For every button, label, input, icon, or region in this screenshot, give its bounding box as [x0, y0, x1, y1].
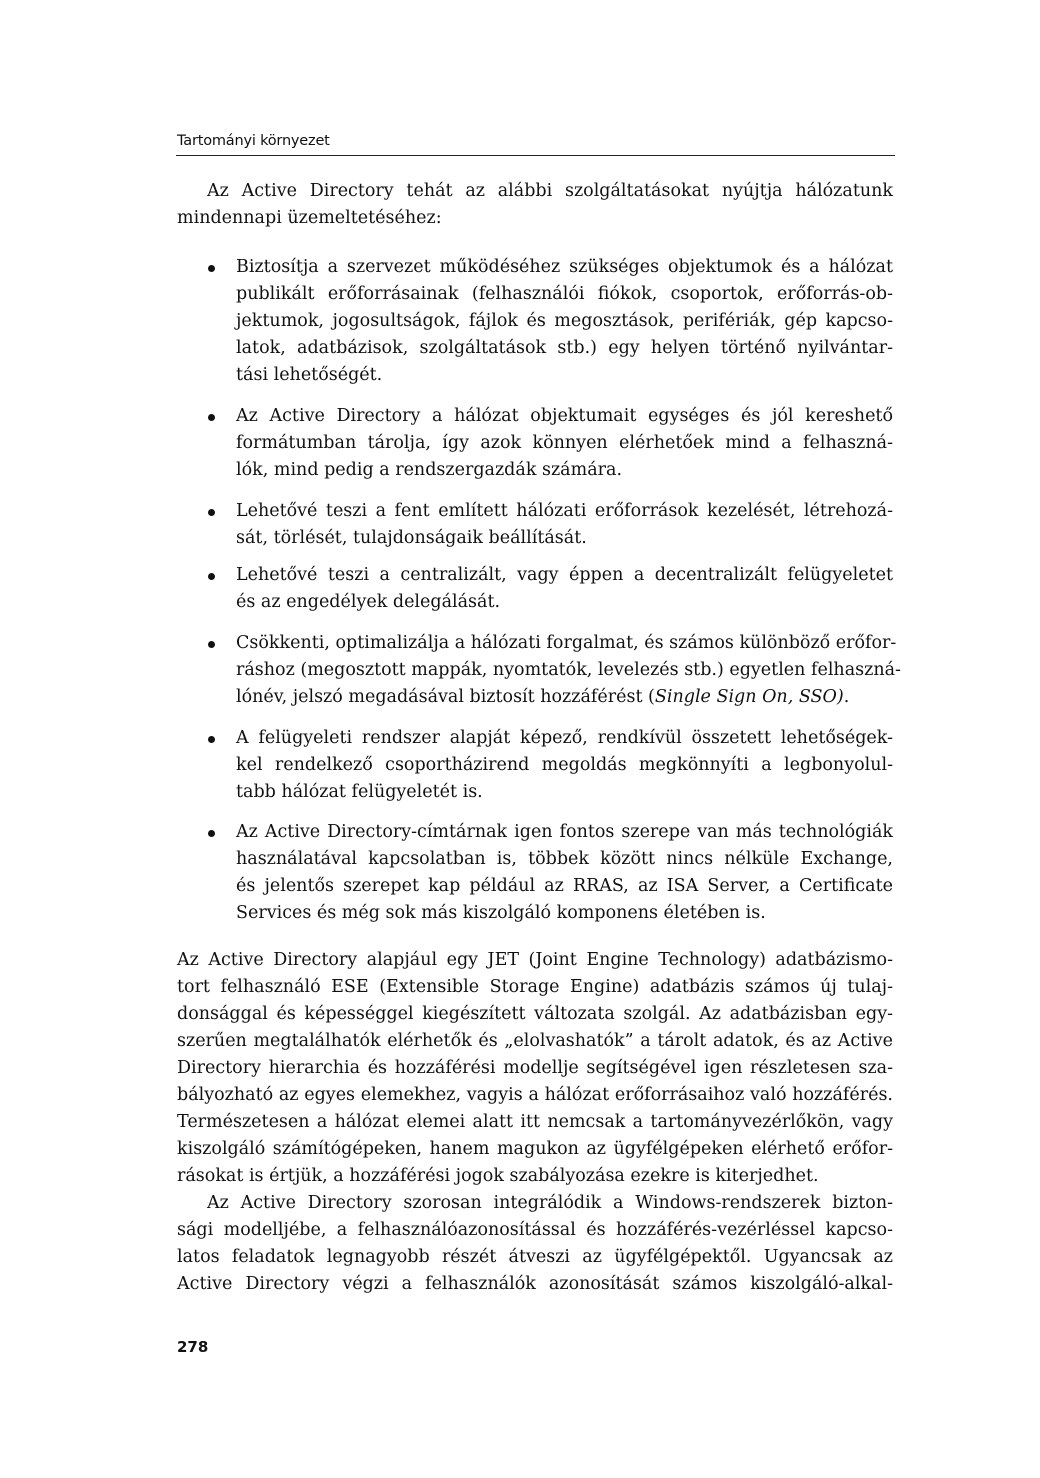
text-line: sági modelljébe, a felhasználóazonosítással és hozzáférés-vezérléssel kapcso- — [177, 1220, 893, 1240]
text-line: publikált erőforrásainak (felhasználói fiókok, csoportok, erőforrás-ob- — [236, 284, 893, 304]
text-line: tort felhasználó ESE (Extensible Storage Engine) adatbázis számos új tulaj- — [177, 977, 893, 997]
text-line: Biztosítja a szervezet működéséhez szükséges objektumok és a hálózat — [236, 257, 893, 277]
text-line: és jelentős szerepet kap például az RRAS, az ISA Server, a Certificate — [236, 876, 893, 896]
text-line: mindennapi üzemeltetéséhez: — [177, 208, 442, 228]
text-line: latok, adatbázisok, szolgáltatások stb.) egy helyen történő nyilvántar- — [236, 338, 893, 358]
italic-term: Single Sign On, SSO) — [654, 687, 844, 707]
text-line: tabb hálózat felügyeletét is. — [236, 782, 483, 802]
bullet-icon — [208, 573, 215, 580]
text-segment: lónév, jelszó megadásával biztosít hozzáférést ( — [236, 687, 655, 707]
text-line: Directory hierarchia és hozzáférési modellje segítségével igen részletesen sza- — [177, 1058, 893, 1078]
text-line: Az Active Directory-címtárnak igen fontos szerepe van más technológiák — [236, 822, 893, 842]
text-line: Active Directory végzi a felhasználók azonosítását számos kiszolgáló-alkal- — [177, 1274, 893, 1294]
text-line: Az Active Directory alapjául egy JET (Joint Engine Technology) adatbázismo- — [177, 950, 893, 970]
text-line: Az Active Directory szorosan integrálódik a Windows-rendszerek bizton- — [207, 1193, 893, 1213]
bullet-icon — [208, 736, 215, 743]
text-line: lók, mind pedig a rendszergazdák számára. — [236, 460, 623, 480]
text-line: donsággal és képességgel kiegészített változata szolgál. Az adatbázisban egy- — [177, 1004, 893, 1024]
text-line: latos feladatok legnagyobb részét átveszi az ügyfélgépektől. Ugyancsak az — [177, 1247, 893, 1267]
bullet-icon — [208, 265, 215, 272]
text-line: és az engedélyek delegálását. — [236, 592, 501, 612]
text-line: jektumok, jogosultságok, fájlok és megosztások, perifériák, gép kapcso- — [236, 311, 893, 331]
text-line: kiszolgáló számítógépeken, hanem magukon az ügyfélgépeken elérhető erőfor- — [177, 1139, 893, 1159]
text-line: formátumban tárolja, így azok könnyen elérhetőek mind a felhaszná- — [236, 433, 893, 453]
text-line: tási lehetőségét. — [236, 365, 383, 385]
text-line: használatával kapcsolatban is, többek között nincs nélküle Exchange, — [236, 849, 893, 869]
text-line: A felügyeleti rendszer alapját képező, rendkívül összetett lehetőségek- — [236, 728, 893, 748]
bullet-icon — [208, 414, 215, 421]
text-line: kel rendelkező csoportházirend megoldás megkönnyíti a legbonyolul- — [236, 755, 893, 775]
text-line: Services és még sok más kiszolgáló komponens életében is. — [236, 903, 766, 923]
text-line: Az Active Directory tehát az alábbi szolgáltatásokat nyújtja hálózatunk — [207, 181, 893, 201]
text-line: sát, törlését, tulajdonságaik beállítását. — [236, 528, 587, 548]
text-segment: . — [843, 687, 850, 707]
text-line: rásokat is értjük, a hozzáférési jogok szabályozása ezekre is kiterjedhet. — [177, 1166, 819, 1186]
bullet-icon — [208, 641, 215, 648]
text-line: szerűen megtalálhatók elérhetők és „elolvashatók” a tárolt adatok, és az Active — [177, 1031, 893, 1051]
text-line: ráshoz (megosztott mappák, nyomtatók, levelezés stb.) egyetlen felhaszná- — [236, 660, 901, 680]
text-line: Természetesen a hálózat elemei alatt itt nemcsak a tartományvezérlőkön, vagy — [177, 1112, 893, 1132]
text-line: Az Active Directory a hálózat objektumait egységes és jól kereshető — [236, 406, 893, 426]
text-line: bályozható az egyes elemekhez, vagyis a hálózat erőforrásaihoz való hozzáférés. — [177, 1085, 893, 1105]
running-header-title: Tartományi környezet — [177, 133, 330, 149]
bullet-icon — [208, 509, 215, 516]
bullet-icon — [208, 830, 215, 837]
text-line: Lehetővé teszi a centralizált, vagy éppen a decentralizált felügyeletet — [236, 565, 893, 585]
text-line — [236, 684, 849, 711]
page-number: 278 — [177, 1338, 209, 1356]
text-line: Lehetővé teszi a fent említett hálózati erőforrások kezelését, létrehozá- — [236, 501, 893, 521]
header-divider — [176, 155, 895, 156]
text-line: Csökkenti, optimalizálja a hálózati forgalmat, és számos különböző erőfor- — [236, 633, 897, 653]
